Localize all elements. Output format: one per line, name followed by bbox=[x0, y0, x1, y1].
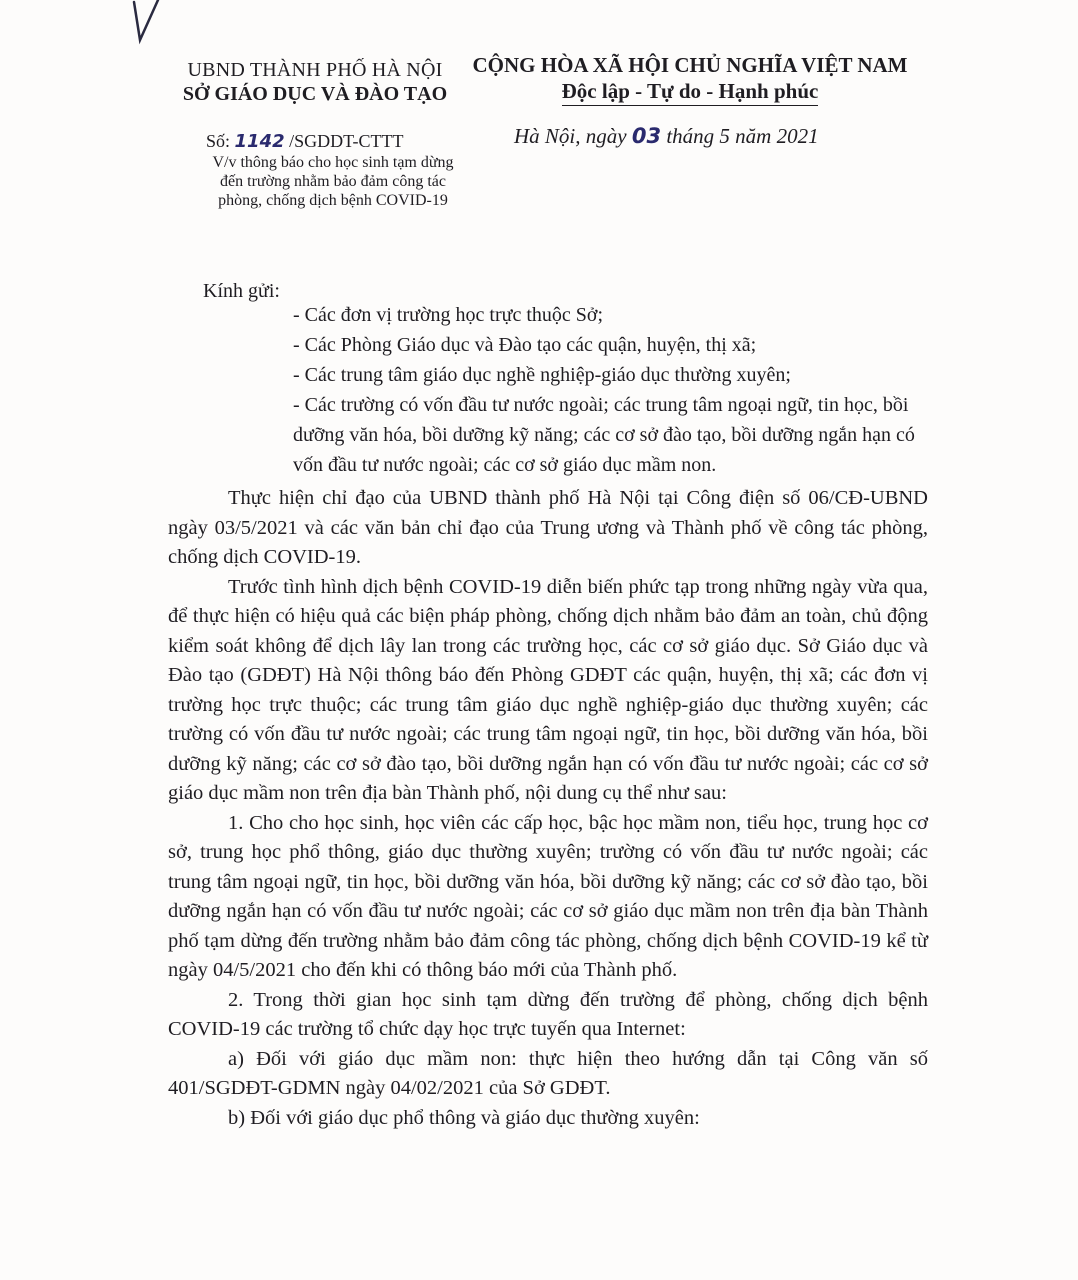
doc-number-suffix: /SGDDT-CTTT bbox=[284, 131, 404, 151]
recipient-item: - Các đơn vị trường học trực thuộc Sở; bbox=[293, 304, 604, 326]
republic-title: CỘNG HÒA XÃ HỘI CHỦ NGHĨA VIỆT NAM bbox=[472, 53, 908, 77]
recipient-item: - Các trường có vốn đầu tư nước ngoài; các trung tâm ngoại ngữ, tin học, bồi dưỡng văn hóa, bồi dưỡng kỹ năng; các cơ sở đào tạo, bồi dưỡng ngắn hạn có vốn đầu tư nước ngoài; các cơ sở giáo dục mầm non. bbox=[293, 394, 915, 476]
recipient-item: - Các trung tâm giáo dục nghề nghiệp-giáo dục thường xuyên; bbox=[293, 364, 791, 386]
document-body bbox=[168, 484, 928, 1133]
place-date-suffix: tháng 5 năm 2021 bbox=[661, 124, 819, 148]
place-date bbox=[514, 124, 819, 149]
body-paragraph: b) Đối với giáo dục phổ thông và giáo dục thường xuyên: bbox=[228, 1106, 700, 1129]
recipient-item: - Các Phòng Giáo dục và Đào tạo các quận, huyện, thị xã; bbox=[293, 334, 757, 356]
document-subject: V/v thông báo cho học sinh tạm dừng đến trường nhằm bảo đảm công tác phòng, chống dịch bệnh COVID-19 bbox=[212, 154, 454, 209]
place-date-prefix: Hà Nội, ngày bbox=[514, 124, 632, 148]
body-paragraph: a) Đối với giáo dục mầm non: thực hiện theo hướng dẫn tại Công văn số 401/SGDĐT-GDMN ngày 04/02/2021 của Sở GDĐT. bbox=[168, 1047, 928, 1099]
agency-parent: UBND THÀNH PHỐ HÀ NỘI bbox=[187, 59, 443, 81]
body-paragraph: 2. Trong thời gian học sinh tạm dừng đến trường để phòng, chống dịch bệnh COVID-19 các trường tổ chức dạy học trực tuyến qua Internet: bbox=[168, 988, 928, 1040]
issuing-agency bbox=[150, 58, 480, 106]
doc-number-handwritten: 1142 bbox=[234, 131, 285, 152]
national-title bbox=[460, 52, 920, 106]
body-paragraph: Thực hiện chỉ đạo của UBND thành phố Hà Nội tại Công điện số 06/CĐ-UBND ngày 03/5/2021 và các văn bản chỉ đạo của Trung ương và Thành phố về công tác phòng, chống dịch COVID-19. bbox=[168, 487, 928, 568]
agency-name: SỞ GIÁO DỤC VÀ ĐÀO TẠO bbox=[182, 83, 448, 105]
doc-number-prefix: Số: bbox=[206, 131, 235, 151]
handwritten-mark bbox=[128, 0, 168, 50]
national-motto: Độc lập - Tự do - Hạnh phúc bbox=[562, 78, 819, 106]
document-number bbox=[206, 131, 403, 152]
greeting: Kính gửi: bbox=[203, 280, 280, 302]
body-paragraph: 1. Cho cho học sinh, học viên các cấp học, bậc học mầm non, tiểu học, trung học cơ sở, trung học phổ thông, giáo dục thường xuyên; trường có vốn đầu tư nước ngoài; các trung tâm ngoại ngữ, tin học, bồi dưỡng văn hóa, bồi dưỡng kỹ năng; các cơ sở đào tạo, bồi dưỡng ngắn hạn có vốn đầu tư nước ngoài; các cơ sở giáo dục mầm non trên địa bàn Thành phố tạm dừng đến trường nhằm bảo đảm công tác phòng, chống dịch bệnh COVID-19 kể từ ngày 04/5/2021 cho đến khi có thông báo mới của Thành phố. bbox=[168, 811, 928, 981]
body-paragraph: Trước tình hình dịch bệnh COVID-19 diễn biến phức tạp trong những ngày vừa qua, để thực hiện có hiệu quả các biện pháp phòng, chống dịch nhằm bảo đảm an toàn, chủ động kiểm soát không để dịch lây lan trong các trường học, các cơ sở giáo dục. Sở Giáo dục và Đào tạo (GDĐT) Hà Nội thông báo đến Phòng GDĐT các quận, huyện, thị xã; các đơn vị trường học trực thuộc; các trung tâm giáo dục nghề nghiệp-giáo dục thường xuyên; các trường có vốn đầu tư nước ngoài; các trung tâm ngoại ngữ, tin học, bồi dưỡng văn hóa, bồi dưỡng kỹ năng; các cơ sở đào tạo, bồi dưỡng ngắn hạn có vốn đầu tư nước ngoài; các cơ sở giáo dục mầm non trên địa bàn Thành phố, nội dung cụ thể như sau: bbox=[168, 575, 928, 804]
recipient-list bbox=[293, 300, 933, 480]
place-date-day: 03 bbox=[631, 124, 662, 148]
